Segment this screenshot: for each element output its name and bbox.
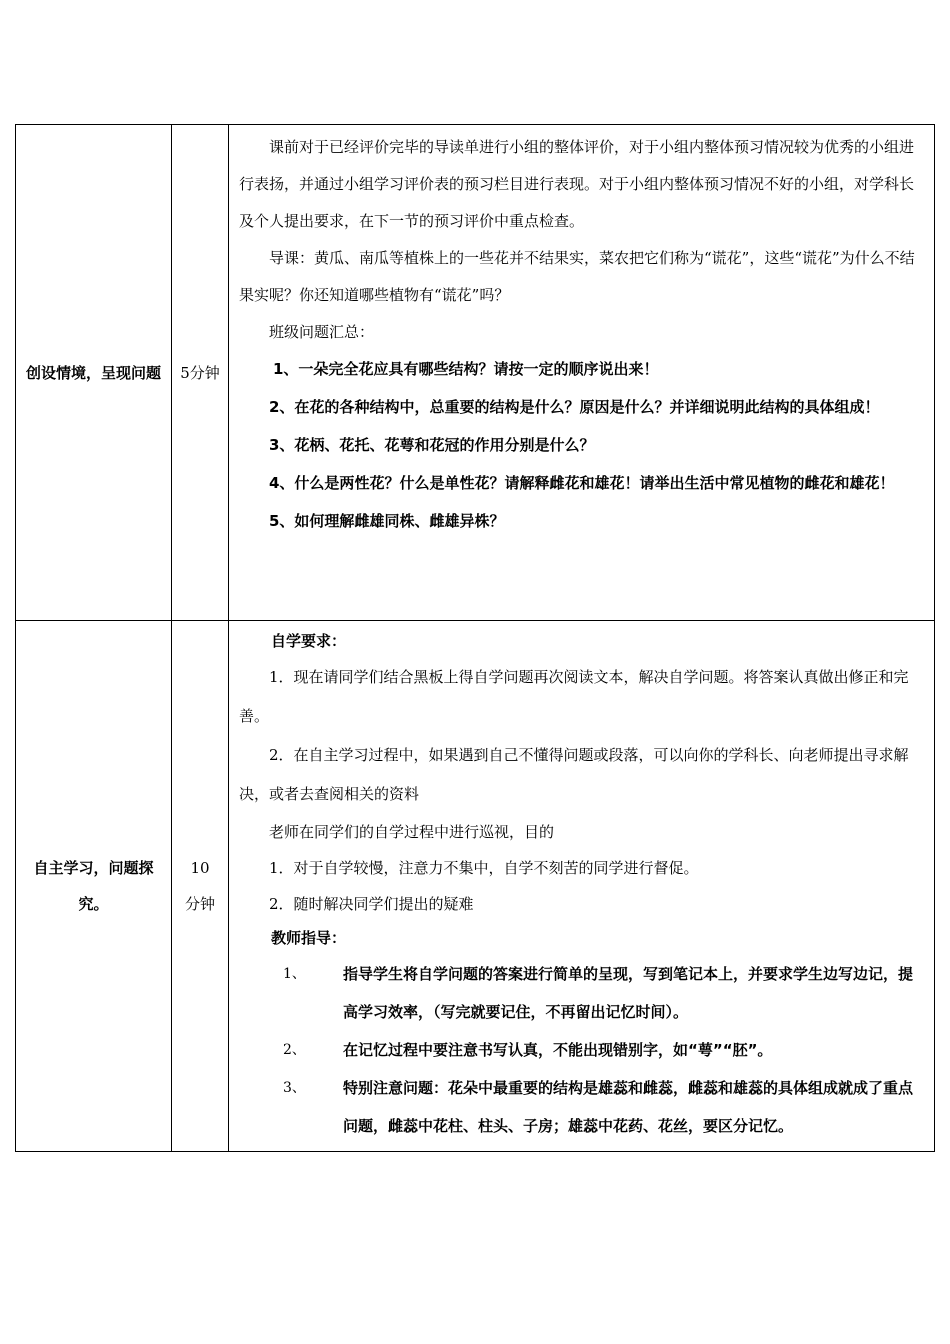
table-row <box>16 621 935 1152</box>
guidance-item <box>239 1069 928 1145</box>
question-item: 3、花柄、花托、花萼和花冠的作用分别是什么？ <box>269 436 595 454</box>
question-item: 4、什么是两性花？什么是单性花？请解释雌花和雄花！请举出生活中常见植物的雌花和雄花！ <box>269 474 895 492</box>
stage-label: 创设情境，呈现问题 <box>25 363 161 382</box>
content-cell <box>229 621 935 1152</box>
guidance-item <box>239 955 928 1031</box>
stage-cell <box>16 621 172 1152</box>
guidance-text: 特别注意问题：花朵中最重要的结构是雄蕊和雌蕊，雌蕊和雄蕊的具体组成就成了重点问题，雌蕊中花柱、柱头、子房；雄蕊中花药、花丝，要区分记忆。 <box>343 1079 914 1135</box>
stage-label: 自主学习，问题探究。 <box>33 859 154 913</box>
guidance-text: 在记忆过程中要注意书写认真，不能出现错别字，如“萼”“胚”。 <box>343 1041 773 1059</box>
paragraph: 导课：黄瓜、南瓜等植株上的一些花并不结果实，菜农把它们称为“谎花”，这些“谎花”为什么不结果实呢？你还知道哪些植物有“谎花”吗？ <box>239 249 915 304</box>
self-study-heading: 自学要求： <box>271 632 347 650</box>
time-number: 10 <box>190 859 210 877</box>
question-item: 2、在花的各种结构中，总重要的结构是什么？原因是什么？并详细说明此结构的具体组成！ <box>269 398 880 416</box>
question-item: 1、一朵完全花应具有哪些结构？请按一定的顺序说出来！ <box>273 360 659 378</box>
content-cell <box>229 125 935 621</box>
time-label: 5分钟 <box>180 363 220 382</box>
patrol-intro: 老师在同学们的自学过程中进行巡视，目的 <box>269 823 555 841</box>
patrol-item: 2．随时解决同学们提出的疑难 <box>269 895 474 913</box>
self-study-item: 1．现在请同学们结合黑板上得自学问题再次阅读文本，解决自学问题。将答案认真做出修正和完善。 <box>239 668 909 725</box>
table-row <box>16 125 935 621</box>
guidance-number: 3、 <box>283 1080 306 1096</box>
stage-cell <box>16 125 172 621</box>
paragraph: 课前对于已经评价完毕的导读单进行小组的整体评价，对于小组内整体预习情况较为优秀的小组进行表扬，并通过小组学习评价表的预习栏目进行表现。对于小组内整体预习情况不好的小组，对学科长及个人提出要求，在下一节的预习评价中重点检查。 <box>239 138 915 230</box>
guidance-number: 1、 <box>283 966 306 982</box>
time-cell <box>172 125 229 621</box>
time-unit: 分钟 <box>184 895 215 913</box>
guidance-item <box>239 1031 928 1069</box>
guidance-text: 指导学生将自学问题的答案进行简单的呈现，写到笔记本上，并要求学生边写边记，提高学习效率，（写完就要记住，不再留出记忆时间）。 <box>343 965 914 1021</box>
teacher-guidance-heading: 教师指导： <box>271 929 347 947</box>
patrol-item: 1．对于自学较慢，注意力不集中，自学不刻苦的同学进行督促。 <box>269 859 699 877</box>
paragraph: 班级问题汇总： <box>269 323 375 341</box>
time-cell <box>172 621 229 1152</box>
self-study-item: 2．在自主学习过程中，如果遇到自己不懂得问题或段落，可以向你的学科长、向老师提出寻求解决，或者去查阅相关的资料 <box>239 746 909 803</box>
lesson-plan-table <box>15 124 935 1152</box>
guidance-number: 2、 <box>283 1042 306 1058</box>
question-item: 5、如何理解雌雄同株、雌雄异株？ <box>269 512 505 530</box>
